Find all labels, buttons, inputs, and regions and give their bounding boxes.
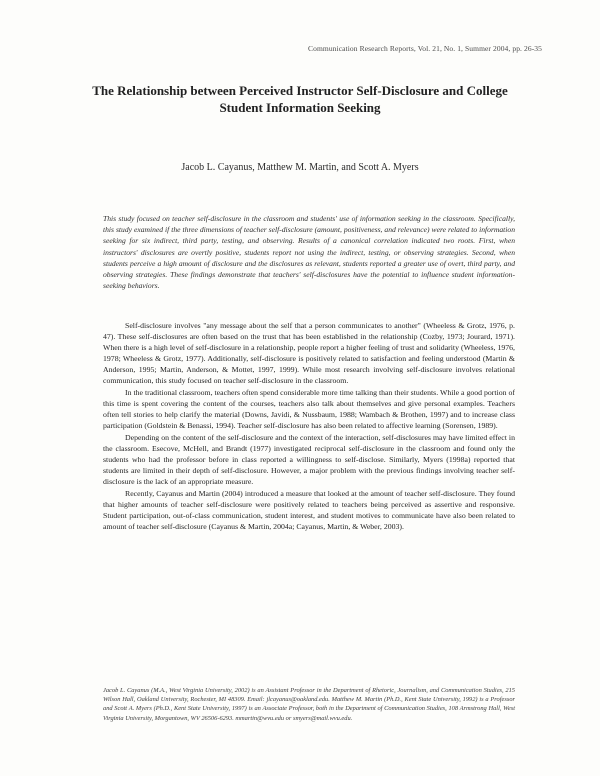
paragraph: Recently, Cayanus and Martin (2004) introduced a measure that looked at the amount of teacher self-disclosure. They found that higher amounts of teacher self-disclosure were positively related to teachers being perceived as assertive and responsive. Student participation, out-of-class communication, student interest, and student motives to communicate have also been related to amount of teacher self-disclosure (Cayanus & Martin, 2004a; Cayanus, Martin, & Weber, 2003). <box>103 489 515 531</box>
paragraph: In the traditional classroom, teachers often spend considerable more time talking than their students. While a good portion of this time is spent covering the content of the courses, teachers also talk about themselves and give personal examples. Teachers often tell stories to help clarify the material (Downs, Javidi, & Nussbaum, 1988; Wambach & Brothen, 1997) and to increase class participation (Goldstein & Benassi, 1994). Teacher self-disclosure has also been related to affective learning (Sorensen, 1989). <box>103 387 515 430</box>
running-header: Communication Research Reports, Vol. 21, No. 1, Summer 2004, pp. 26-35 <box>308 44 542 53</box>
author-footnote: Jacob L. Cayanus (M.A., West Virginia University, 2002) is an Assistant Professor in the Department of Rhetoric, Journalism, and Communication Studies, 215 Wilson Hall, Oakland University, Rochester, MI 48309. Email: jlcayanus@oakland.edu. Matthew M. Martin (Ph.D., Kent State University, 1992) is a Professor and Scott A. Myers (Ph.D., Kent State University, 1997) is an Associate Professor, both in the Department of Communication Studies, 108 Armstrong Hall, West Virginia University, Morgantown, WV 26506-6293. mmartin@wvu.edu or smyers@mail.wvu.edu. <box>103 687 515 722</box>
abstract: This study focused on teacher self-disclosure in the classroom and students' use of information seeking in the classroom. Specifically, this study examined if the three dimensions of teacher self-disclosure (amount, positiveness, and relevance) were related to information seeking for six indirect, third party, testing, and observing. Results of a canonical correlation indicated two roots. First, when instructors' disclosures are overtly positive, students report not using the indirect, testing, or observing strategies. Second, when students perceive a high amount of disclosure and the disclosures as relevant, students reported a greater use of overt, third party, and observing strategies. These findings demonstrate that teachers' self-disclosures have the potential to influence student information-seeking behaviors. <box>103 214 515 291</box>
body-text <box>103 321 515 534</box>
paragraph: Self-disclosure involves "any message about the self that a person communicates to another" (Wheeless & Grotz, 1976, p. 47). These self-disclosures are often based on the trust that has been established in the relationship (Cozby, 1973; Jourard, 1971). When there is a high level of self-disclosure in a relationship, people report a higher feeling of trust and solidarity (Wheeless, 1976, 1978; Wheeless & Grotz, 1977). Additionally, self-disclosure is positively related to satisfaction and feeling understood (Martin & Anderson, 1995; Martin, Anderson, & Mottet, 1997, 1999). While most research involving self-disclosure involves relational communication, this study focused on teacher self-disclosure in the classroom. <box>103 321 515 385</box>
author-line: Jacob L. Cayanus, Matthew M. Martin, and Scott A. Myers <box>181 162 419 173</box>
paper-title: The Relationship between Perceived Instructor Self-Disclosure and College Student Information Seeking <box>92 83 508 115</box>
paragraph: Depending on the content of the self-disclosure and the context of the interaction, self-disclosures may have limited effect in the classroom. Esecove, McHell, and Brandt (1977) investigated reciprocal self-disclosure in the classroom and found only the students who had the professor before in class reported a willingness to self-disclose. Similarly, Myers (1998a) reported that students are limited in their depth of self-disclosure. However, a major problem with the previous findings involving teacher self-disclosure is the lack of an appropriate measure. <box>103 433 515 486</box>
